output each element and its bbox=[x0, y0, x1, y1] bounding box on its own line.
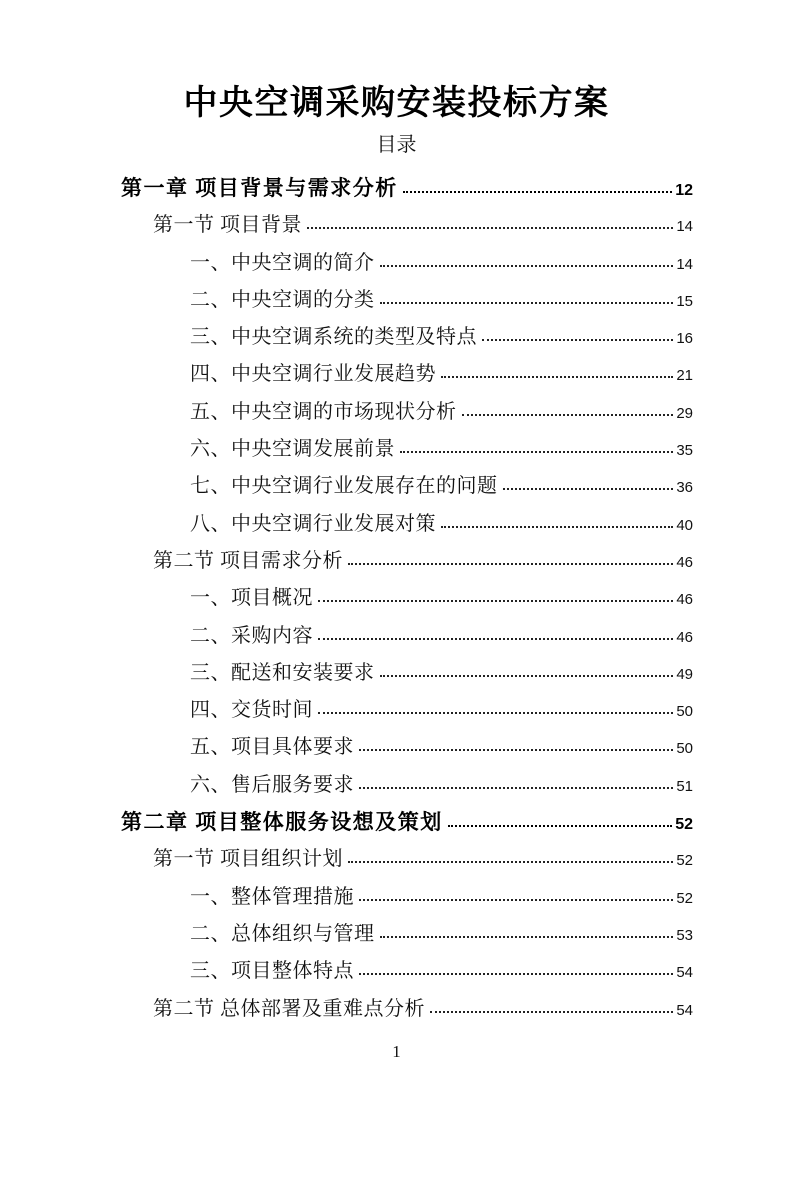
toc-entry-title: 八、中央空调行业发展对策 bbox=[190, 512, 436, 535]
toc-entry[interactable] bbox=[121, 879, 693, 916]
toc-entry-title: 二、中央空调的分类 bbox=[190, 288, 375, 311]
dotted-leader bbox=[359, 899, 673, 901]
toc-entry-title: 第二节 项目需求分析 bbox=[153, 549, 343, 572]
dotted-leader bbox=[403, 191, 672, 193]
toc-entry[interactable] bbox=[121, 394, 693, 431]
toc-entry-page-number: 46 bbox=[676, 553, 693, 571]
toc-entry-page-number: 52 bbox=[675, 816, 693, 834]
toc-entry-title: 三、配送和安装要求 bbox=[190, 661, 375, 684]
toc-entry-page-number: 12 bbox=[675, 182, 693, 199]
toc-entry[interactable] bbox=[121, 804, 693, 841]
toc-entry[interactable] bbox=[121, 319, 693, 356]
toc-entry[interactable] bbox=[121, 506, 693, 543]
toc-list bbox=[121, 170, 693, 1028]
dotted-leader bbox=[430, 1011, 673, 1013]
toc-entry-title: 第一节 项目背景 bbox=[153, 214, 302, 237]
toc-entry-title: 二、采购内容 bbox=[190, 624, 313, 647]
dotted-leader bbox=[482, 339, 673, 341]
dotted-leader bbox=[441, 376, 673, 378]
toc-entry-title: 一、项目概况 bbox=[190, 587, 313, 610]
toc-entry[interactable] bbox=[121, 729, 693, 766]
toc-entry-title: 四、中央空调行业发展趋势 bbox=[190, 363, 436, 386]
toc-entry[interactable] bbox=[121, 580, 693, 617]
toc-entry-title: 三、中央空调系统的类型及特点 bbox=[190, 326, 477, 349]
toc-entry[interactable] bbox=[121, 543, 693, 580]
toc-entry-page-number: 29 bbox=[676, 404, 693, 422]
toc-entry[interactable] bbox=[121, 692, 693, 729]
toc-entry[interactable] bbox=[121, 767, 693, 804]
toc-entry[interactable] bbox=[121, 170, 693, 207]
toc-entry[interactable] bbox=[121, 468, 693, 505]
toc-entry-title: 五、中央空调的市场现状分析 bbox=[190, 400, 457, 423]
dotted-leader bbox=[448, 825, 672, 827]
toc-entry-title: 第一章 项目背景与需求分析 bbox=[121, 176, 398, 200]
page-number: 1 bbox=[392, 1041, 401, 1061]
dotted-leader bbox=[380, 675, 674, 677]
toc-entry-page-number: 35 bbox=[676, 442, 693, 460]
toc-entry[interactable] bbox=[121, 916, 693, 953]
toc-entry-page-number: 15 bbox=[676, 292, 693, 310]
toc-entry-page-number: 52 bbox=[676, 852, 693, 870]
toc-entry-title: 一、中央空调的简介 bbox=[190, 251, 375, 274]
toc-entry-title: 五、项目具体要求 bbox=[190, 736, 354, 759]
dotted-leader bbox=[400, 451, 673, 453]
toc-entry-page-number: 40 bbox=[676, 516, 693, 534]
toc-entry-page-number: 16 bbox=[676, 330, 693, 348]
toc-entry-page-number: 36 bbox=[676, 479, 693, 497]
toc-entry[interactable] bbox=[121, 245, 693, 282]
toc-entry[interactable] bbox=[121, 356, 693, 393]
toc-entry[interactable] bbox=[121, 991, 693, 1028]
toc-entry[interactable] bbox=[121, 953, 693, 990]
dotted-leader bbox=[318, 638, 673, 640]
dotted-leader bbox=[359, 973, 673, 975]
toc-entry-title: 二、总体组织与管理 bbox=[190, 922, 375, 945]
toc-entry-page-number: 21 bbox=[676, 367, 693, 385]
toc-entry[interactable] bbox=[121, 618, 693, 655]
dotted-leader bbox=[348, 861, 673, 863]
toc-entry-title: 第二节 总体部署及重难点分析 bbox=[153, 997, 425, 1020]
toc-entry-page-number: 14 bbox=[676, 255, 693, 273]
toc-entry-title: 四、交货时间 bbox=[190, 699, 313, 722]
toc-entry-title: 第二章 项目整体服务设想及策划 bbox=[121, 810, 443, 835]
dotted-leader bbox=[348, 563, 673, 565]
dotted-leader bbox=[441, 526, 673, 528]
toc-entry-page-number: 46 bbox=[676, 628, 693, 646]
toc-entry-page-number: 53 bbox=[676, 926, 693, 944]
toc-entry-page-number: 52 bbox=[676, 889, 693, 907]
toc-entry[interactable] bbox=[121, 841, 693, 878]
toc-entry-title: 六、中央空调发展前景 bbox=[190, 438, 395, 461]
dotted-leader bbox=[380, 302, 674, 304]
dotted-leader bbox=[318, 712, 673, 714]
toc-entry-page-number: 54 bbox=[676, 964, 693, 982]
toc-entry-page-number: 46 bbox=[676, 591, 693, 609]
toc-entry-page-number: 14 bbox=[676, 218, 693, 236]
dotted-leader bbox=[380, 265, 674, 267]
toc-entry-page-number: 51 bbox=[676, 777, 693, 795]
document-title: 中央空调采购安装投标方案 bbox=[183, 85, 610, 122]
toc-entry[interactable] bbox=[121, 207, 693, 244]
toc-heading: 目录 bbox=[376, 134, 417, 156]
document-page bbox=[0, 80, 793, 1202]
toc-entry[interactable] bbox=[121, 282, 693, 319]
dotted-leader bbox=[359, 749, 673, 751]
toc-entry-page-number: 49 bbox=[676, 665, 693, 683]
toc-entry-page-number: 54 bbox=[676, 1001, 693, 1019]
dotted-leader bbox=[307, 227, 673, 229]
toc-entry-title: 六、售后服务要求 bbox=[190, 773, 354, 796]
dotted-leader bbox=[503, 488, 674, 490]
toc-entry-page-number: 50 bbox=[676, 703, 693, 721]
dotted-leader bbox=[318, 600, 673, 602]
dotted-leader bbox=[380, 936, 674, 938]
dotted-leader bbox=[359, 787, 673, 789]
dotted-leader bbox=[462, 414, 674, 416]
toc-entry-title: 一、整体管理措施 bbox=[190, 885, 354, 908]
toc-entry[interactable] bbox=[121, 431, 693, 468]
toc-entry[interactable] bbox=[121, 655, 693, 692]
toc-entry-title: 第一节 项目组织计划 bbox=[153, 848, 343, 871]
toc-entry-page-number: 50 bbox=[676, 740, 693, 758]
toc-entry-title: 三、项目整体特点 bbox=[190, 960, 354, 983]
toc-entry-title: 七、中央空调行业发展存在的问题 bbox=[190, 475, 498, 498]
